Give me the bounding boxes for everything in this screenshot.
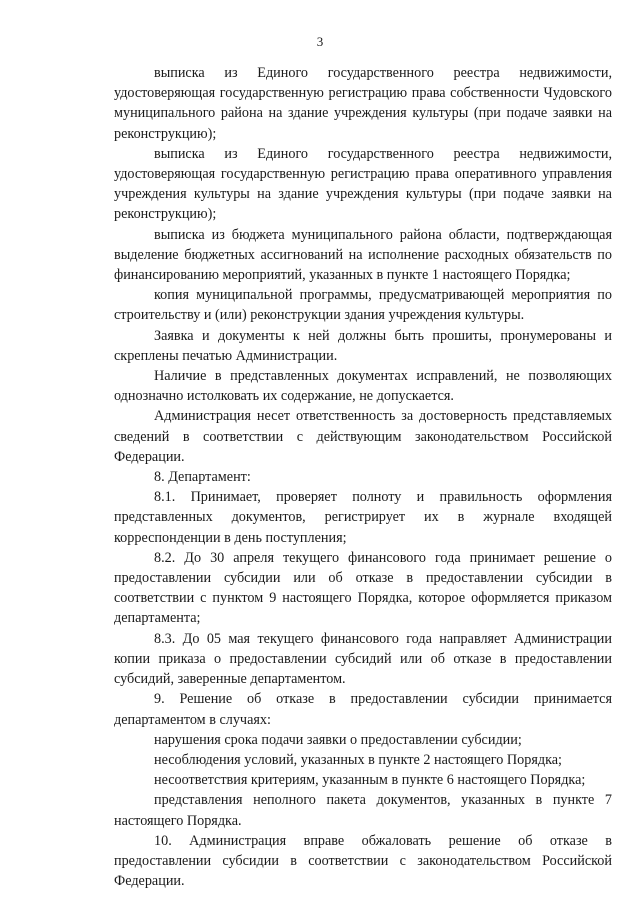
clause-8-3: 8.3. До 05 мая текущего финансового года направляет Администрации копии приказа о предоставлении субсидий или об отказе в предоставлении субсидий, заверенные департаментом. xyxy=(114,630,612,688)
refusal-reason-documents: представления неполного пакета документов, указанных в пункте 7 настоящего Порядка. xyxy=(114,792,612,829)
paragraph-corrections: Наличие в представленных документах исправлений, не позволяющих однозначно истолковать их содержание, не допускается. xyxy=(114,368,612,405)
paragraph-egrn-operational: выписка из Единого государственного реестра недвижимости, удостоверяющая государственную регистрацию права оперативного управления учреждения культуры на здание учреждения культуры (при подаче заявки на реконструкцию); xyxy=(114,145,612,223)
paragraph-program-copy: копия муниципальной программы, предусматривающей мероприятия по строительству и (или) реконструкции здания учреждения культуры. xyxy=(114,287,612,324)
clause-8-1: 8.1. Принимает, проверяет полноту и правильность оформления представленных документов, регистрирует их в журнале входящей корреспонденции в день поступления; xyxy=(114,489,612,546)
clause-8-2: 8.2. До 30 апреля текущего финансового года принимает решение о предоставлении субсидии или об отказе в предоставлении субсидии в соответствии с пунктом 9 настоящего Порядка, которое оформляется приказом департамента; xyxy=(114,549,612,627)
paragraph-budget-extract: выписка из бюджета муниципального района области, подтверждающая выделение бюджетных ассигнований на исполнение расходных обязательств по финансированию мероприятий, указанных в пункте 1 настоящего Порядка; xyxy=(114,226,612,284)
paragraph-responsibility: Администрация несет ответственность за достоверность представляемых сведений в соответствии с действующим законодательством Российской Федерации. xyxy=(114,408,612,465)
refusal-reason-deadline: нарушения срока подачи заявки о предоставлении субсидии; xyxy=(154,731,522,748)
clause-9: 9. Решение об отказе в предоставлении субсидии принимается департаментом в случаях: xyxy=(114,691,612,728)
clause-8-heading: 8. Департамент: xyxy=(154,469,251,486)
document-body xyxy=(114,63,612,891)
refusal-reason-criteria: несоответствия критериям, указанным в пункте 6 настоящего Порядка; xyxy=(154,772,586,789)
paragraph-egrn-ownership: выписка из Единого государственного реестра недвижимости, удостоверяющая государственную регистрацию права собственности Чудовского муниципального района на здание учреждения культуры (при подаче заявки на реконструкцию); xyxy=(114,65,612,142)
refusal-reason-conditions: несоблюдения условий, указанных в пункте 2 настоящего Порядка; xyxy=(154,751,562,768)
clause-10: 10. Администрация вправе обжаловать решение об отказе в предоставлении субсидии в соответствии с законодательством Российской Федерации. xyxy=(114,832,612,890)
paragraph-application-binding: Заявка и документы к ней должны быть прошиты, пронумерованы и скреплены печатью Администрации. xyxy=(114,327,612,364)
page-number: 3 xyxy=(316,34,324,49)
